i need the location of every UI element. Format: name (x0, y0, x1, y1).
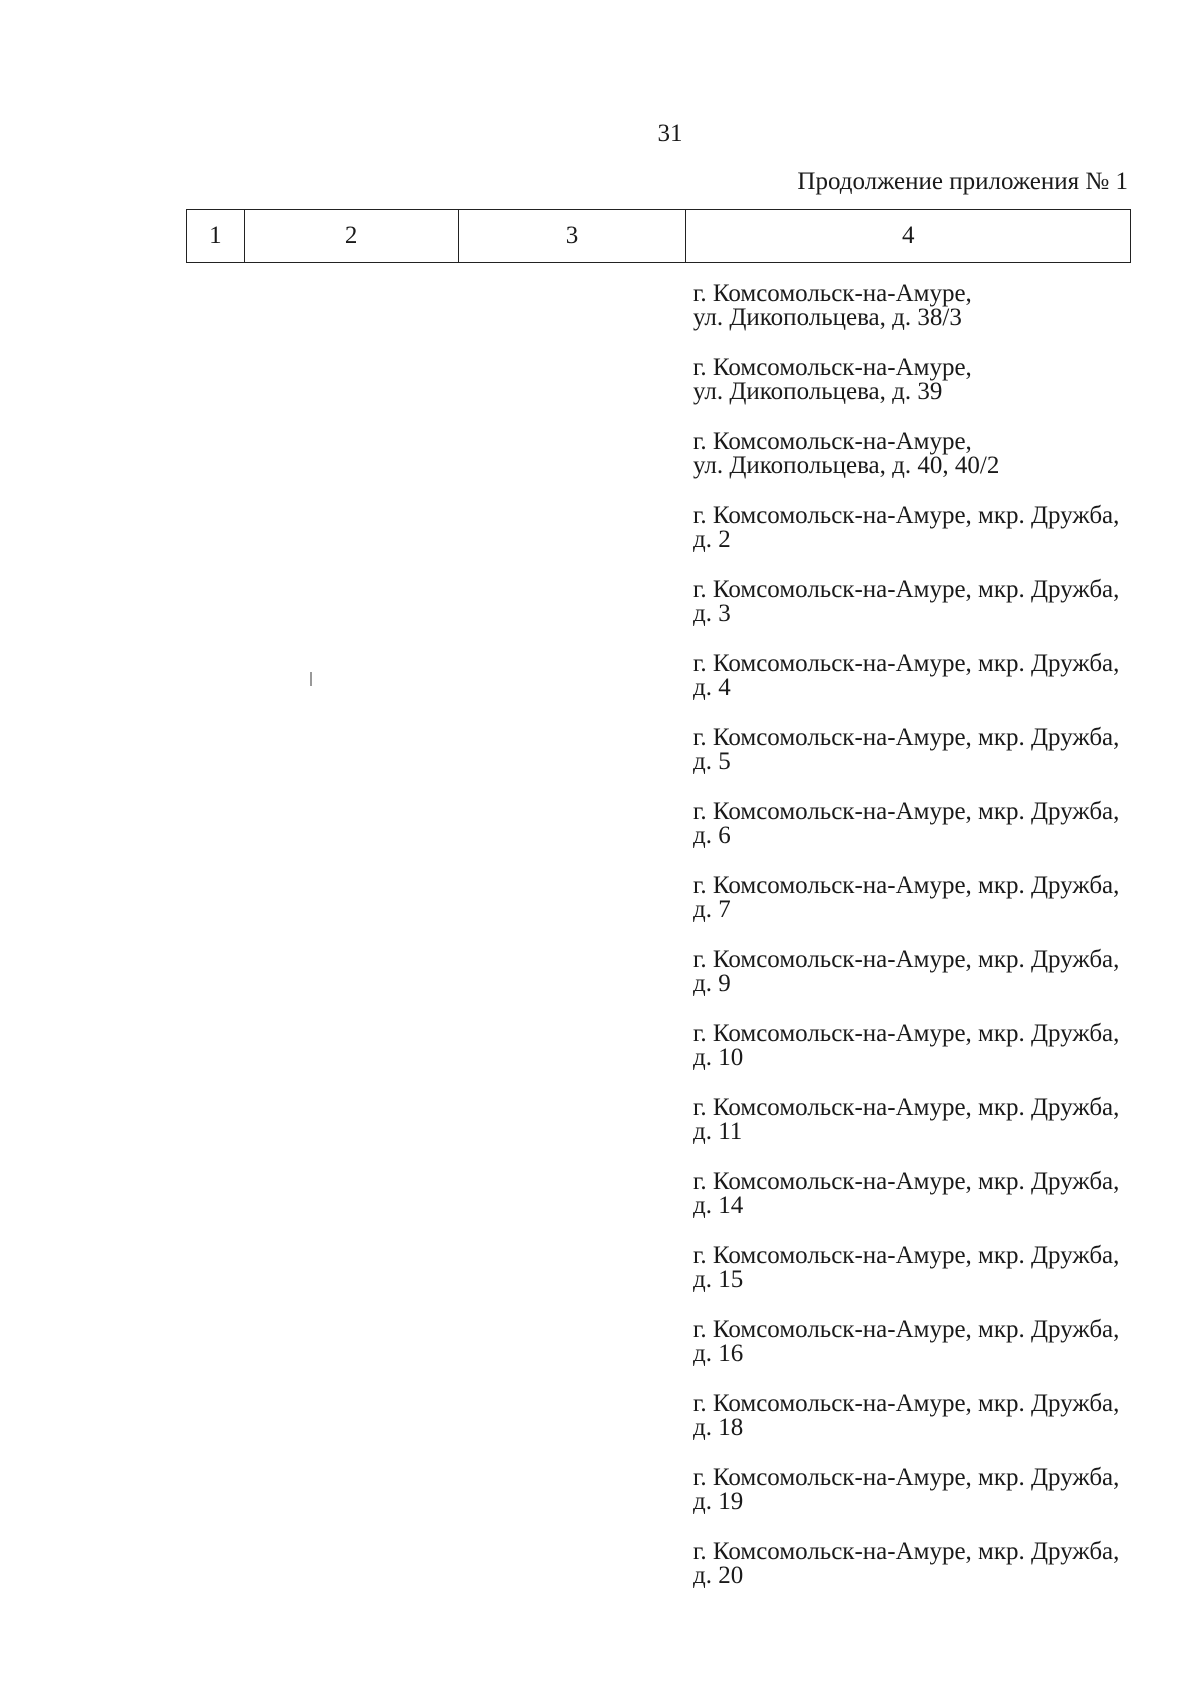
address-line-1: г. Комсомольск-на-Амуре, мкр. Дружба, (693, 1168, 1120, 1195)
address-line-1: г. Комсомольск-на-Амуре, мкр. Дружба, (693, 1094, 1120, 1121)
address-item (693, 652, 1163, 726)
address-list (693, 282, 1163, 1614)
continuation-label: Продолжение приложения № 1 (797, 168, 1128, 195)
address-item (693, 874, 1163, 948)
address-item (693, 282, 1163, 356)
address-line-2: ул. Дикопольцева, д. 40, 40/2 (693, 452, 1000, 479)
address-item (693, 948, 1163, 1022)
address-item (693, 504, 1163, 578)
address-line-1: г. Комсомольск-на-Амуре, (693, 280, 972, 307)
address-line-1: г. Комсомольск-на-Амуре, мкр. Дружба, (693, 798, 1120, 825)
address-line-2: д. 18 (693, 1414, 744, 1441)
column-header-table (186, 209, 1131, 263)
address-item (693, 356, 1163, 430)
address-line-1: г. Комсомольск-на-Амуре, (693, 428, 972, 455)
address-line-1: г. Комсомольск-на-Амуре, мкр. Дружба, (693, 1464, 1120, 1491)
address-line-2: д. 19 (693, 1488, 744, 1515)
address-line-1: г. Комсомольск-на-Амуре, мкр. Дружба, (693, 502, 1120, 529)
address-line-1: г. Комсомольск-на-Амуре, мкр. Дружба, (693, 576, 1120, 603)
address-line-2: д. 20 (693, 1562, 744, 1589)
column-header-row (187, 210, 1131, 263)
address-line-2: д. 9 (693, 970, 731, 997)
page-number: 31 (657, 120, 683, 147)
address-item (693, 1466, 1163, 1540)
address-item (693, 1170, 1163, 1244)
address-item (693, 1540, 1163, 1614)
address-line-2: ул. Дикопольцева, д. 38/3 (693, 304, 962, 331)
address-line-2: д. 7 (693, 896, 731, 923)
address-item (693, 1022, 1163, 1096)
address-line-2: д. 3 (693, 600, 731, 627)
column-header-4: 4 (686, 210, 1131, 263)
address-line-2: д. 14 (693, 1192, 744, 1219)
address-line-1: г. Комсомольск-на-Амуре, мкр. Дружба, (693, 1020, 1120, 1047)
address-line-1: г. Комсомольск-на-Амуре, мкр. Дружба, (693, 1316, 1120, 1343)
address-line-2: д. 2 (693, 526, 731, 553)
column-header-3: 3 (458, 210, 686, 263)
address-line-1: г. Комсомольск-на-Амуре, мкр. Дружба, (693, 872, 1120, 899)
address-line-2: д. 11 (693, 1118, 743, 1145)
address-line-2: д. 6 (693, 822, 731, 849)
address-line-2: ул. Дикопольцева, д. 39 (693, 378, 943, 405)
address-line-2: д. 16 (693, 1340, 744, 1367)
address-item (693, 578, 1163, 652)
column-header-1: 1 (187, 210, 245, 263)
address-line-1: г. Комсомольск-на-Амуре, мкр. Дружба, (693, 1538, 1120, 1565)
address-item (693, 1318, 1163, 1392)
address-line-2: д. 10 (693, 1044, 744, 1071)
address-line-1: г. Комсомольск-на-Амуре, мкр. Дружба, (693, 946, 1120, 973)
address-item (693, 1096, 1163, 1170)
address-line-1: г. Комсомольск-на-Амуре, мкр. Дружба, (693, 650, 1120, 677)
address-item (693, 800, 1163, 874)
address-line-2: д. 5 (693, 748, 731, 775)
column-header-2: 2 (244, 210, 458, 263)
address-item (693, 726, 1163, 800)
address-line-2: д. 4 (693, 674, 731, 701)
address-item (693, 1392, 1163, 1466)
address-line-1: г. Комсомольск-на-Амуре, мкр. Дружба, (693, 1242, 1120, 1269)
address-line-1: г. Комсомольск-на-Амуре, мкр. Дружба, (693, 1390, 1120, 1417)
address-line-1: г. Комсомольск-на-Амуре, (693, 354, 972, 381)
address-line-2: д. 15 (693, 1266, 744, 1293)
address-item (693, 430, 1163, 504)
address-item (693, 1244, 1163, 1318)
address-line-1: г. Комсомольск-на-Амуре, мкр. Дружба, (693, 724, 1120, 751)
scan-speck (310, 672, 312, 686)
